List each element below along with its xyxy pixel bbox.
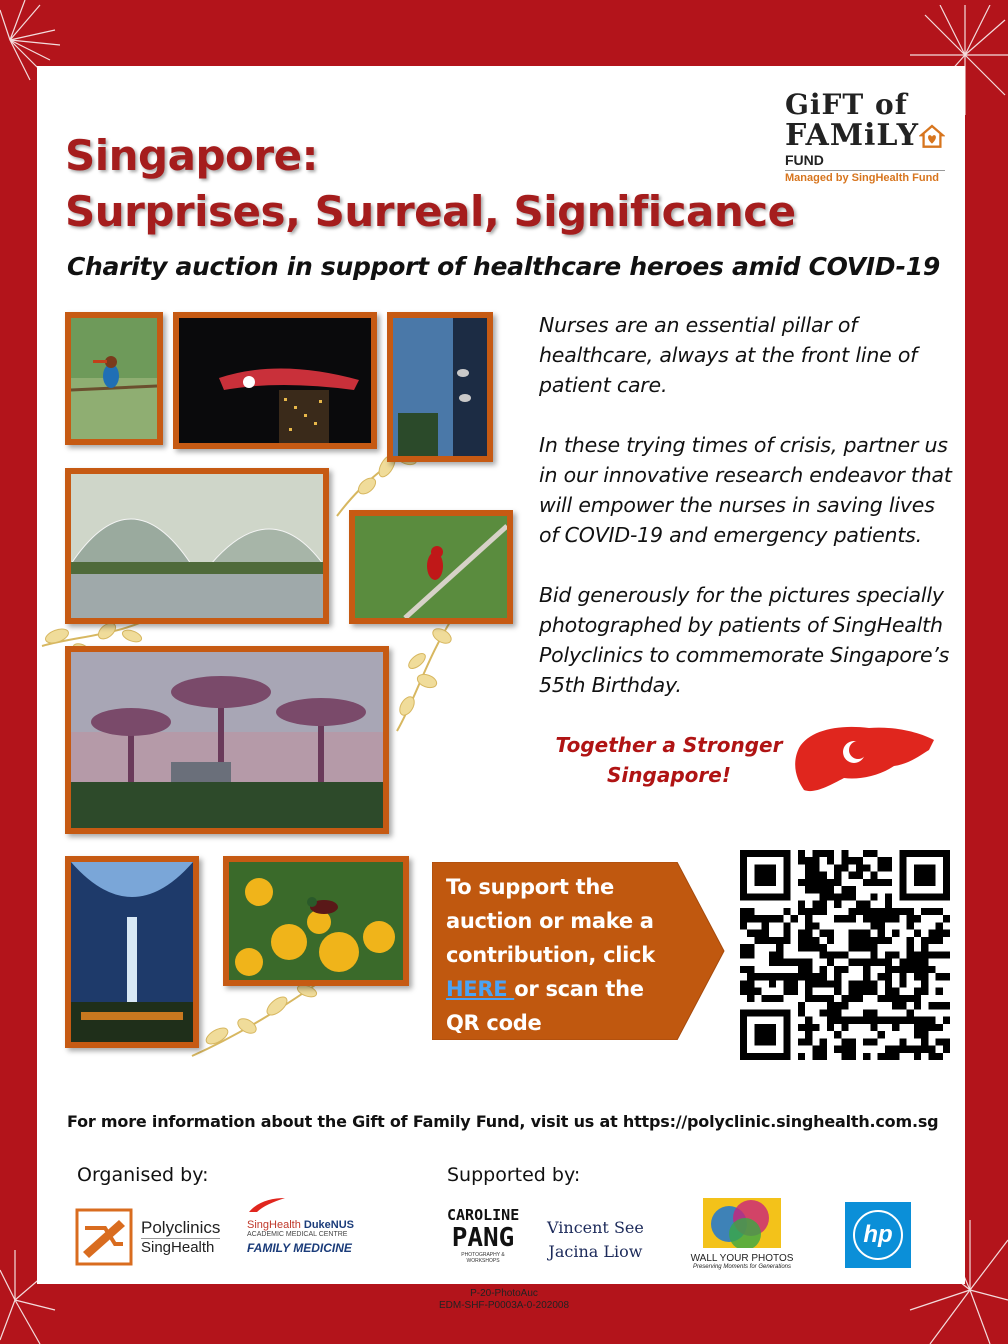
- document-code: [0, 1288, 1008, 1312]
- polyclinics-mark-icon: [75, 1208, 133, 1266]
- callout-text: [446, 870, 676, 1040]
- wyp-tag: Preserving Moments for Generations: [692, 1264, 792, 1270]
- vine-decoration-3: [387, 606, 467, 736]
- poster-panel: [37, 66, 965, 1284]
- document-code-line-1: P-20-PhotoAuc: [470, 1288, 538, 1299]
- description-text: [539, 310, 959, 730]
- paragraph-bid: Bid generously for the pictures specially photographed by patients of SingHealth Polyclinics to commemorate Singapore’s 55th Birthday.: [539, 583, 950, 697]
- photo-marina-bay-sands: [173, 312, 377, 449]
- singhealth-swoosh-icon: [247, 1196, 287, 1214]
- caroline-tag: PHOTOGRAPHY & WORKSHOPS: [461, 1252, 505, 1264]
- kingfisher-image: [71, 318, 157, 439]
- dukenus-text: DukeNUS: [303, 1219, 355, 1231]
- sh-text: SingHealth: [247, 1219, 301, 1231]
- marina-bay-sands-image: [179, 318, 371, 443]
- supported-by-label: Supported by:: [447, 1164, 581, 1186]
- gff-line-2: FAMiLY: [785, 118, 920, 153]
- singapore-map-icon: [789, 720, 939, 798]
- callout-text-after: or scan the QR code: [446, 977, 644, 1035]
- gift-of-family-logo: [785, 90, 945, 198]
- hp-text: hp: [853, 1210, 903, 1260]
- qr-code[interactable]: [740, 850, 950, 1060]
- gff-line-1: GiFT of: [785, 88, 908, 121]
- photo-singapore-flyer: [387, 312, 493, 462]
- wall-your-photos-logo: [682, 1198, 802, 1270]
- paragraph-crisis: In these trying times of crisis, partner us in our innovative research endeavor that will empower the nurses in saving lives of COVID-19 and emergency patients.: [539, 433, 952, 547]
- amc-text: ACADEMIC MEDICAL CENTRE: [247, 1231, 348, 1238]
- pang-text: PANG: [451, 1223, 515, 1253]
- photo-jewel-rain-vortex: [65, 856, 199, 1048]
- sunbird-flowers-image: [229, 862, 403, 980]
- polyclinics-text: Polyclinics: [141, 1218, 221, 1237]
- more-info-text: For more information about the Gift of Family Fund, visit us at https://polyclinic.singhealth.com.sg: [67, 1112, 939, 1131]
- callout-text-before: To support the auction or make a contribution, click: [446, 875, 655, 967]
- organised-by-label: Organised by:: [77, 1164, 209, 1186]
- gff-fund: FUND: [785, 152, 824, 168]
- hp-logo: [845, 1202, 911, 1268]
- title-line-1: Singapore:: [65, 131, 318, 180]
- photo-red-sunbird: [349, 510, 513, 624]
- house-heart-icon: [919, 120, 945, 152]
- polyclinics-logo: [75, 1208, 220, 1266]
- paragraph-nurses: Nurses are an essential pillar of healthcare, always at the front line of patient care.: [539, 313, 918, 397]
- title-line-2: Surprises, Surreal, Significance: [65, 187, 796, 236]
- red-sunbird-image: [355, 516, 507, 618]
- singhealth-text: SingHealth: [141, 1238, 220, 1256]
- slogan-line-2: Singapore!: [607, 763, 731, 787]
- vincent-text: Vincent See: [547, 1218, 644, 1237]
- wyp-text: WALL YOUR PHOTOS: [690, 1253, 794, 1264]
- photo-supertrees: [65, 646, 389, 834]
- jacina-text: Jacina Liow: [548, 1242, 643, 1261]
- here-link[interactable]: HERE: [446, 977, 515, 1001]
- contribution-callout: [432, 862, 727, 1040]
- photo-sunbird-flowers: [223, 856, 409, 986]
- singapore-flyer-image: [393, 318, 487, 456]
- gff-managed: Managed by SingHealth Fund: [785, 170, 945, 184]
- photo-gardens-by-the-bay-domes: [65, 468, 329, 624]
- rain-vortex-image: [71, 862, 193, 1042]
- together-slogan: [549, 730, 789, 790]
- poster-subtitle: Charity auction in support of healthcare heroes amid COVID-19: [67, 252, 940, 281]
- family-medicine-text: FAMILY MEDICINE: [247, 1241, 352, 1255]
- slogan-line-1: Together a Stronger: [555, 733, 783, 757]
- domes-image: [71, 474, 323, 618]
- singhealth-dukenus-logo: [247, 1196, 367, 1255]
- document-code-line-2: EDM-SHF-P0003A-0-202008: [438, 1300, 570, 1311]
- wyp-mark-icon: [703, 1198, 781, 1248]
- poster-title: [65, 128, 796, 240]
- photo-kingfisher: [65, 312, 163, 445]
- supertrees-image: [71, 652, 383, 828]
- caroline-text: CAROLINE: [447, 1206, 520, 1224]
- caroline-pang-logo: [447, 1206, 519, 1264]
- vincent-jacina-logo: [547, 1216, 644, 1264]
